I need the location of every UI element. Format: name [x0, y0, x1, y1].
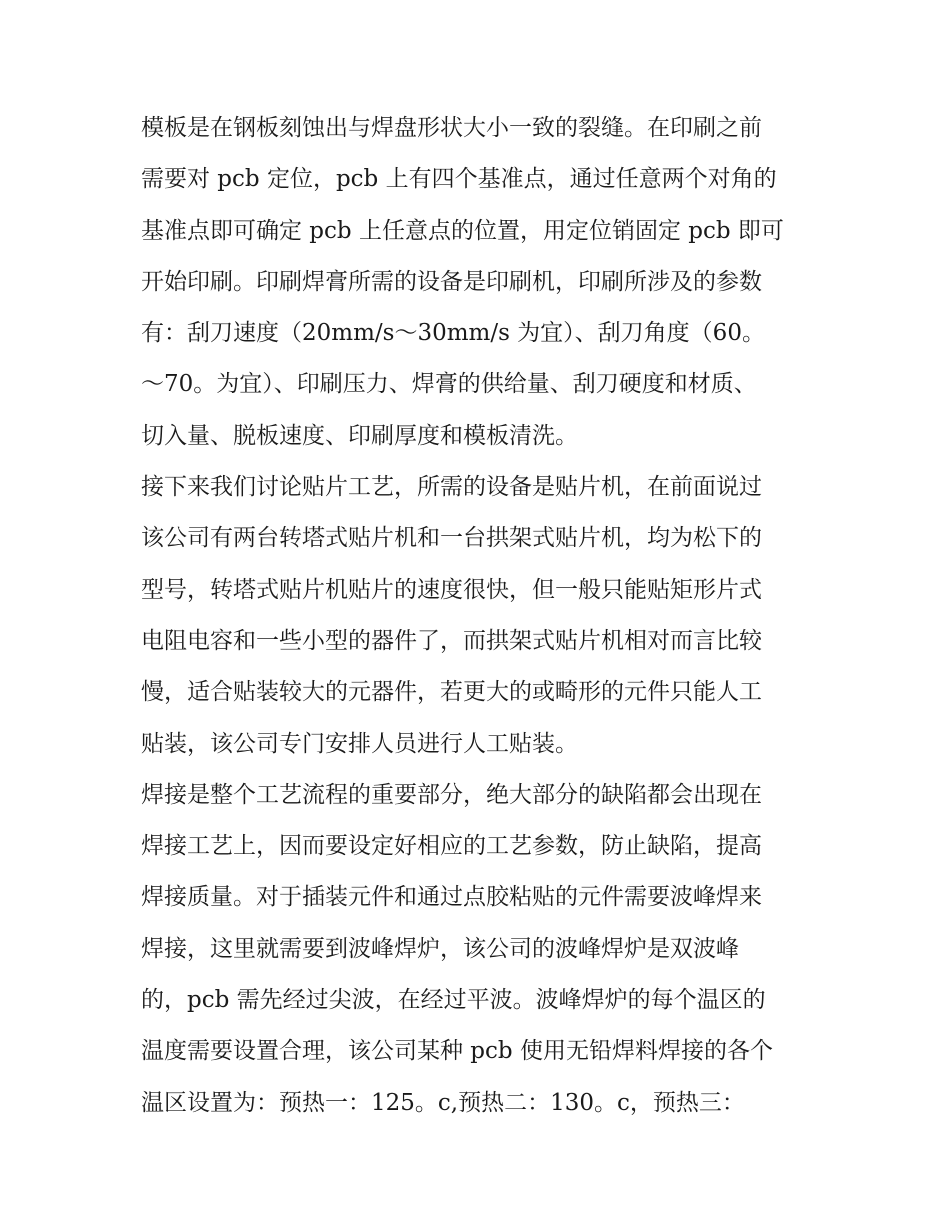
text-line: 有：刮刀速度（20mm/s～30mm/s 为宜）、刮刀角度（60。 — [141, 320, 765, 347]
body-text — [141, 103, 821, 1129]
text-line: 慢，适合贴装较大的元器件，若更大的或畸形的元件只能人工 — [141, 679, 762, 706]
text-line: 温区设置为：预热一：125。c,预热二：130。c，预热三： — [141, 1089, 745, 1116]
text-line: 需要对 pcb 定位，pcb 上有四个基准点，通过任意两个对角的 — [141, 166, 777, 193]
text-line: 开始印刷。印刷焊膏所需的设备是印刷机，印刷所涉及的参数 — [141, 268, 762, 295]
text-line: ～70。为宜）、印刷压力、焊膏的供给量、刮刀硬度和材质、 — [141, 371, 757, 398]
text-line: 的，pcb 需先经过尖波，在经过平波。波峰焊炉的每个温区的 — [141, 987, 766, 1014]
text-line: 焊接质量。对于插装元件和通过点胶粘贴的元件需要波峰焊来 — [141, 884, 762, 911]
text-line: 型号，转塔式贴片机贴片的速度很快，但一般只能贴矩形片式 — [141, 576, 762, 603]
text-line: 切入量、脱板速度、印刷厚度和模板清洗。 — [141, 422, 578, 449]
text-line: 温度需要设置合理，该公司某种 pcb 使用无铅焊料焊接的各个 — [141, 1038, 773, 1065]
text-line: 焊接，这里就需要到波峰焊炉，该公司的波峰焊炉是双波峰 — [141, 935, 739, 962]
text-line: 电阻电容和一些小型的器件了，而拱架式贴片机相对而言比较 — [141, 627, 762, 654]
text-line: 焊接工艺上，因而要设定好相应的工艺参数，防止缺陷，提高 — [141, 833, 762, 860]
text-line: 模板是在钢板刻蚀出与焊盘形状大小一致的裂缝。在印刷之前 — [141, 115, 762, 141]
text-line: 接下来我们讨论贴片工艺，所需的设备是贴片机，在前面说过 — [141, 474, 762, 501]
text-line: 基准点即可确定 pcb 上任意点的位置，用定位销固定 pcb 即可 — [141, 217, 784, 244]
text-line: 焊接是整个工艺流程的重要部分，绝大部分的缺陷都会出现在 — [141, 781, 762, 808]
text-line: 该公司有两台转塔式贴片机和一台拱架式贴片机，均为松下的 — [141, 525, 762, 552]
text-line: 贴装，该公司专门安排人员进行人工贴装。 — [141, 730, 578, 757]
